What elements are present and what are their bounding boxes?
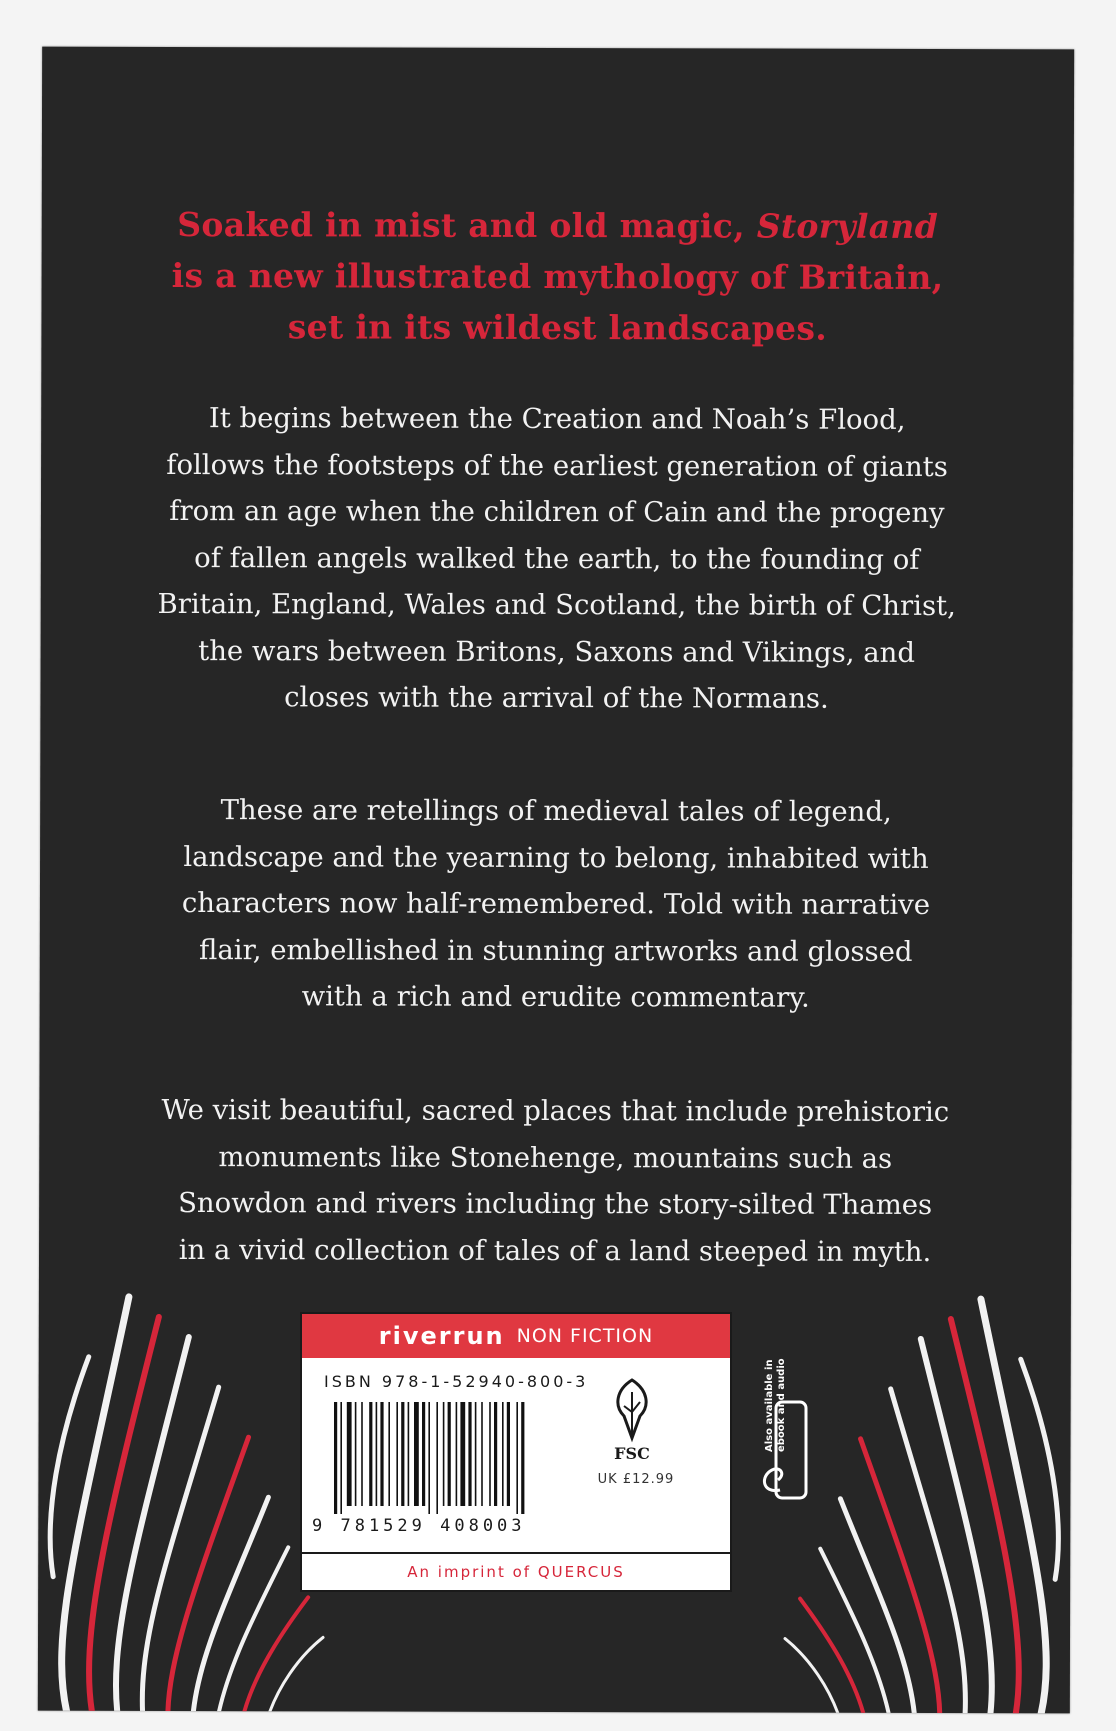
barcode-panel — [300, 1312, 732, 1592]
blurb-line: in a vivid collection of tales of a land steeped in myth. — [178, 1233, 932, 1268]
barcode-bar — [340, 1402, 342, 1514]
barcode-bar — [388, 1402, 390, 1506]
barcode-bar — [408, 1402, 410, 1506]
blurb-paragraph-3 — [79, 1087, 1031, 1275]
barcode-bar — [380, 1402, 383, 1506]
barcode-bar — [443, 1402, 445, 1506]
blurb-line: Snowdon and rivers including the story-silted Thames — [178, 1187, 933, 1221]
fsc-label: FSC — [614, 1444, 650, 1463]
blurb-line: with a rich and erudite commentary. — [301, 980, 810, 1014]
barcode-bar — [460, 1402, 465, 1506]
barcode-bar — [428, 1402, 430, 1514]
blurb-line: Britain, England, Wales and Scotland, the birth of Christ, — [157, 587, 956, 623]
barcode-graphic — [332, 1402, 564, 1514]
blurb-line: of fallen angels walked the earth, to the founding of — [194, 541, 920, 576]
barcode-digits: 9 781529 408003 — [312, 1516, 526, 1536]
barcode-bar — [347, 1402, 352, 1506]
barcode-bar — [456, 1402, 458, 1506]
fsc-tree-icon — [602, 1372, 662, 1452]
blurb-line: flair, embellished in stunning artworks and glossed — [199, 933, 913, 968]
barcode-bar — [414, 1402, 419, 1506]
imprint-label: An imprint of QUERCUS — [302, 1552, 730, 1590]
barcode-bar — [361, 1402, 363, 1506]
barcode-bar — [401, 1402, 404, 1506]
blurb-line: monuments like Stonehenge, mountains such as — [218, 1140, 893, 1175]
book-title: Storyland — [756, 206, 939, 246]
barcode-bar — [507, 1402, 510, 1506]
barcode-bar — [396, 1402, 398, 1506]
price-label: UK £12.99 — [597, 1472, 675, 1487]
isbn-text: ISBN 978-1-52940-800-3 — [324, 1372, 589, 1391]
ebook-badge-line-1: Also available in — [764, 1359, 775, 1452]
blurb-line: follows the footsteps of the earliest generation of giants — [166, 448, 948, 483]
barcode-bar — [481, 1402, 483, 1506]
barcode-bar — [502, 1402, 504, 1506]
barcode-bar — [475, 1402, 477, 1506]
tagline — [41, 199, 1073, 355]
barcode-bar — [376, 1402, 378, 1506]
blurb-line: We visit beautiful, sacred places that include prehistoric — [161, 1093, 950, 1129]
tagline-line-1 — [42, 199, 1074, 253]
blurb-line: closes with the arrival of the Normans. — [284, 681, 829, 715]
blurb-line: landscape and the yearning to belong, inhabited with — [183, 840, 929, 875]
tagline-line-1-prefix: Soaked in mist and old magic, — [177, 205, 757, 246]
blurb-line: the wars between Britons, Saxons and Vikings, and — [198, 634, 916, 669]
blurb-line: from an age when the children of Cain and the progeny — [169, 494, 945, 530]
blurb-line: characters now half-remembered. Told with narrative — [181, 887, 931, 921]
tagline-line-3: set in its wildest landscapes. — [287, 307, 828, 348]
barcode-bar — [468, 1402, 471, 1506]
barcode-bar — [369, 1402, 372, 1506]
barcode-bar — [516, 1402, 518, 1514]
ebook-badge-line-2: ebook and audio — [776, 1358, 787, 1452]
blurb-line: It begins between the Creation and Noah’s Flood, — [208, 402, 906, 436]
category-label: NON FICTION — [516, 1325, 654, 1347]
tagline-line-2: is a new illustrated mythology of Britain, — [171, 255, 944, 298]
publisher-name: riverrun — [378, 1322, 505, 1350]
barcode-bar — [448, 1402, 451, 1506]
barcode-bar — [489, 1402, 491, 1506]
ebook-badge-text — [764, 1358, 788, 1452]
blurb-paragraph-2 — [80, 787, 1033, 1022]
blurb-line: These are retellings of medieval tales of legend, — [220, 794, 892, 828]
barcode-bar — [355, 1402, 357, 1506]
barcode-bar — [521, 1402, 524, 1514]
barcode-bar — [334, 1402, 337, 1514]
barcode-bar — [422, 1402, 425, 1506]
publisher-bar — [302, 1314, 730, 1358]
barcode-bar — [494, 1402, 497, 1506]
barcode-bar — [436, 1402, 438, 1514]
blurb-paragraph-1 — [80, 395, 1033, 723]
